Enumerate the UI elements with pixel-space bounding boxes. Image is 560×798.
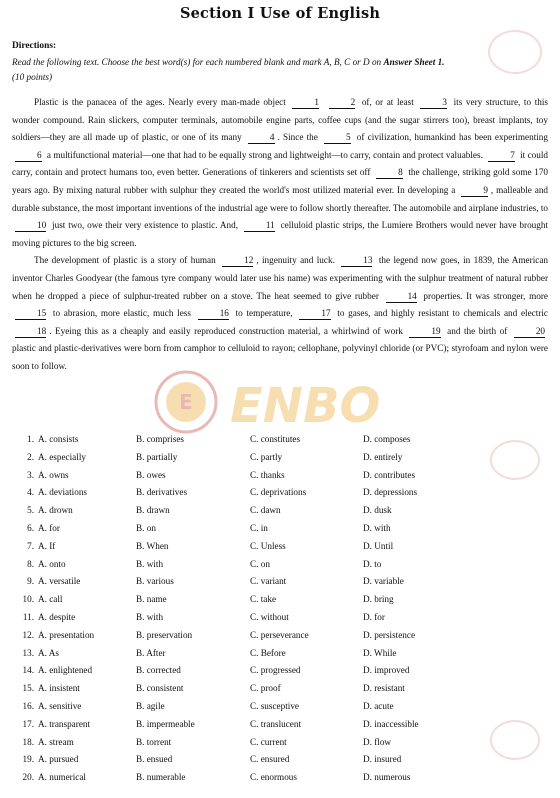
directions-instruction: Read the following text. Choose the best word(s) for each numbered blank and mark A, B, C or D on — [12, 57, 384, 67]
directions-points: (10 points) — [12, 71, 53, 82]
blank-14: 14 — [386, 291, 417, 303]
option-c: C. in — [250, 522, 268, 533]
option-a: A. enlightened — [38, 665, 93, 676]
section-title: Section Ⅰ Use of English — [179, 5, 381, 22]
question-row — [14, 683, 554, 701]
question-number: 8. — [27, 558, 34, 569]
question-number: 9. — [27, 576, 34, 587]
option-b: B. partially — [136, 451, 178, 462]
question-row — [14, 452, 554, 470]
option-b: B. various — [136, 576, 174, 587]
option-a: A. owns — [38, 469, 69, 480]
question-number: 19. — [22, 754, 34, 765]
option-a: A. onto — [38, 558, 66, 569]
passage-text: its very structure, to this wonder compound. Rain slickers, computer terminals, automobile engine parts, coffee cups (and the sugar stirrers too), breast implants, toy soldiers—they are all made up of plastic, or one of its many — [12, 97, 548, 143]
blank-3: 3 — [420, 97, 447, 109]
question-row — [14, 505, 554, 523]
option-b: B. owes — [136, 469, 166, 480]
option-d: D. Until — [363, 540, 394, 551]
option-a: A. stream — [38, 736, 74, 747]
passage-text: to abrasion, more elastic, much less — [49, 308, 195, 319]
question-number: 10. — [22, 594, 34, 605]
option-c: C. on — [250, 558, 270, 569]
option-c: C. partly — [250, 451, 283, 462]
question-number: 16. — [22, 700, 34, 711]
option-c: C. current — [250, 736, 287, 747]
blank-10: 10 — [15, 220, 46, 232]
passage-text — [322, 97, 326, 107]
option-b: B. with — [136, 611, 164, 622]
option-c: C. thanks — [250, 469, 285, 480]
option-d: D. to — [363, 558, 382, 569]
option-d: D. numerous — [363, 772, 411, 783]
question-number: 11. — [22, 611, 34, 622]
option-a: A. insistent — [38, 683, 80, 694]
blank-13: 13 — [341, 255, 372, 267]
passage-text: and the birth of — [443, 325, 511, 336]
question-row — [14, 665, 554, 683]
option-b: B. numerable — [136, 772, 186, 783]
blank-16: 16 — [198, 308, 229, 320]
option-d: D. entirely — [363, 451, 403, 462]
question-number: 14. — [22, 665, 34, 676]
option-c: C. susceptive — [250, 700, 299, 711]
option-d: D. bring — [363, 594, 394, 605]
passage-text: to gases, and highly resistant to chemicals and electric — [333, 308, 548, 319]
question-number: 6. — [27, 522, 34, 533]
passage-text: properties. It was stronger, more — [419, 290, 548, 301]
cloze-passage — [12, 94, 548, 376]
option-b: B. When — [136, 540, 169, 551]
option-b: B. name — [136, 594, 167, 605]
question-row — [14, 594, 554, 612]
option-c: C. take — [250, 594, 277, 605]
option-d: D. resistant — [363, 683, 405, 694]
question-row — [14, 772, 554, 790]
blank-7: 7 — [488, 150, 515, 162]
passage-text: it could carry, contain and protect humans too, even better. Generations of tinkerers and scientists set off — [12, 149, 548, 178]
passage-text: to temperature, — [231, 308, 297, 319]
question-number: 7. — [27, 540, 34, 551]
blank-9: 9 — [461, 185, 488, 197]
question-number: 12. — [22, 629, 34, 640]
option-b: B. preservation — [136, 629, 193, 640]
option-d: D. dusk — [363, 505, 392, 516]
blank-2: 2 — [329, 97, 356, 109]
question-row — [14, 434, 554, 452]
passage-text: Plastic is the panacea of the ages. Nearly every man-made object — [34, 97, 290, 107]
option-b: B. drawn — [136, 505, 170, 516]
question-number: 13. — [22, 647, 34, 658]
directions-heading: Directions: — [12, 41, 57, 51]
option-c: C. perseverance — [250, 629, 309, 640]
option-d: D. While — [363, 647, 397, 658]
blank-19: 19 — [409, 326, 440, 338]
passage-text: the challenge, striking gold some 170 years ago. By mixing natural rubber with sulphur they created the world's most utilized material ever. In developing a — [12, 167, 549, 195]
option-c: C. progressed — [250, 665, 301, 676]
blank-5: 5 — [324, 132, 351, 144]
question-row — [14, 487, 554, 505]
passage-paragraph-2 — [12, 252, 548, 375]
question-row — [14, 470, 554, 488]
option-b: B. on — [136, 522, 156, 533]
option-d: D. composes — [363, 434, 411, 444]
option-b: B. corrected — [136, 665, 181, 676]
option-a: A. for — [38, 522, 60, 533]
option-a: A. call — [38, 594, 63, 605]
option-a: A. consists — [38, 434, 79, 444]
option-c: C. ensured — [250, 754, 290, 765]
option-c: C. constitutes — [250, 434, 301, 444]
question-number: 18. — [22, 736, 34, 747]
directions-text — [12, 55, 550, 84]
blank-12: 12 — [222, 255, 253, 267]
option-a: A. drown — [38, 505, 73, 516]
question-row — [14, 719, 554, 737]
question-number: 2. — [27, 451, 34, 462]
option-d: D. variable — [363, 576, 404, 587]
option-d: D. improved — [363, 665, 410, 676]
option-d: D. acute — [363, 700, 394, 711]
svg-text:ENBO: ENBO — [230, 378, 381, 434]
answer-options-list — [14, 434, 554, 790]
option-c: C. variant — [250, 576, 287, 587]
question-number: 17. — [22, 718, 34, 729]
passage-text: . Since the — [277, 132, 321, 143]
option-b: B. with — [136, 558, 164, 569]
question-row — [14, 541, 554, 559]
blank-8: 8 — [376, 167, 403, 179]
option-d: D. inaccessible — [363, 718, 419, 729]
option-d: D. persistence — [363, 629, 416, 640]
passage-text: of civilization, humankind has been experimenting — [353, 132, 548, 143]
passage-text: a multifunctional material—one that had to be equally strong and lightweight—to carry, contain and protect valuables. — [44, 149, 486, 160]
option-a: A. sensitive — [38, 700, 82, 711]
passage-text: celluloid plastic strips, the Lumiere Brothers would never have brought moving pictures to the big screen. — [12, 220, 548, 248]
question-row — [14, 630, 554, 648]
question-number: 5. — [27, 505, 34, 516]
option-b: B. derivatives — [136, 487, 188, 498]
option-b: B. agile — [136, 700, 165, 711]
option-c: C. dawn — [250, 505, 281, 516]
option-a: A. transparent — [38, 718, 91, 729]
option-d: D. depressions — [363, 487, 418, 498]
option-a: A. If — [38, 540, 56, 551]
question-row — [14, 737, 554, 755]
option-c: C. deprivations — [250, 487, 307, 498]
blank-1: 1 — [292, 97, 319, 109]
option-c: C. translucent — [250, 718, 302, 729]
passage-text: The development of plastic is a story of human — [34, 255, 220, 266]
option-a: A. presentation — [38, 629, 95, 640]
option-c: C. without — [250, 611, 289, 622]
option-a: A. pursued — [38, 754, 79, 765]
option-d: D. contributes — [363, 469, 416, 480]
question-number: 15. — [22, 683, 34, 694]
passage-text: plastic and plastic-derivatives were born from camphor to celluloid to rayon; cellophane, polyvinyl chloride (or PVC); styrofoam and nylon were soon to follow. — [12, 343, 548, 371]
option-a: A. especially — [38, 451, 86, 462]
option-a: A. As — [38, 647, 59, 658]
question-row — [14, 576, 554, 594]
option-d: D. flow — [363, 736, 392, 747]
blank-11: 11 — [244, 220, 275, 232]
question-number: 3. — [27, 469, 34, 480]
passage-text: , malleable and durable substance, the most important inventions of the industrial age were to follow shortly thereafter. The automobile and airplane industries, to — [12, 184, 549, 213]
option-d: D. insured — [363, 754, 402, 765]
question-row — [14, 701, 554, 719]
option-b: B. impermeable — [136, 718, 195, 729]
passage-text: just two, owe their very existence to plastic. And, — [49, 220, 241, 231]
passage-text: . Eyeing this as a cheaply and easily reproduced construction material, a whirlwind of work — [49, 325, 407, 336]
option-d: D. with — [363, 522, 391, 533]
question-row — [14, 754, 554, 772]
passage-paragraph-1 — [12, 94, 548, 252]
option-b: B. torrent — [136, 736, 172, 747]
question-row — [14, 523, 554, 541]
blank-17: 17 — [299, 308, 330, 320]
blank-4: 4 — [248, 132, 275, 144]
question-number: 4. — [27, 487, 34, 498]
option-c: C. enormous — [250, 772, 297, 783]
option-a: A. deviations — [38, 487, 87, 498]
svg-text:E: E — [179, 390, 193, 414]
option-b: B. After — [136, 647, 166, 658]
option-a: A. despite — [38, 611, 76, 622]
blank-18: 18 — [15, 326, 46, 338]
blank-15: 15 — [15, 308, 46, 320]
question-row — [14, 559, 554, 577]
blank-6: 6 — [15, 150, 42, 162]
option-b: B. ensued — [136, 754, 173, 765]
option-c: C. Unless — [250, 540, 286, 551]
option-d: D. for — [363, 611, 385, 622]
question-number: 1. — [27, 434, 34, 444]
question-row — [14, 648, 554, 666]
passage-text: , ingenuity and luck. — [256, 255, 339, 266]
passage-text: the legend now goes, in 1839, the American inventor Charles Goodyear (the famous tyre company would later use his name) was experimenting with the sulphur treatment of natural rubber when he dropped a piece of sulphur-treated rubber on a stove. The heat seemed to give rubber — [12, 255, 548, 301]
passage-text: of, or at least — [358, 97, 418, 107]
question-number: 20. — [22, 772, 34, 783]
option-a: A. numerical — [38, 772, 86, 783]
option-b: B. consistent — [136, 683, 184, 694]
question-row — [14, 612, 554, 630]
answer-sheet-label: Answer Sheet 1. — [383, 57, 445, 67]
option-a: A. versatile — [38, 576, 81, 587]
option-c: C. proof — [250, 683, 281, 694]
option-b: B. comprises — [136, 434, 184, 444]
option-c: C. Before — [250, 647, 286, 658]
blank-20: 20 — [514, 326, 545, 338]
